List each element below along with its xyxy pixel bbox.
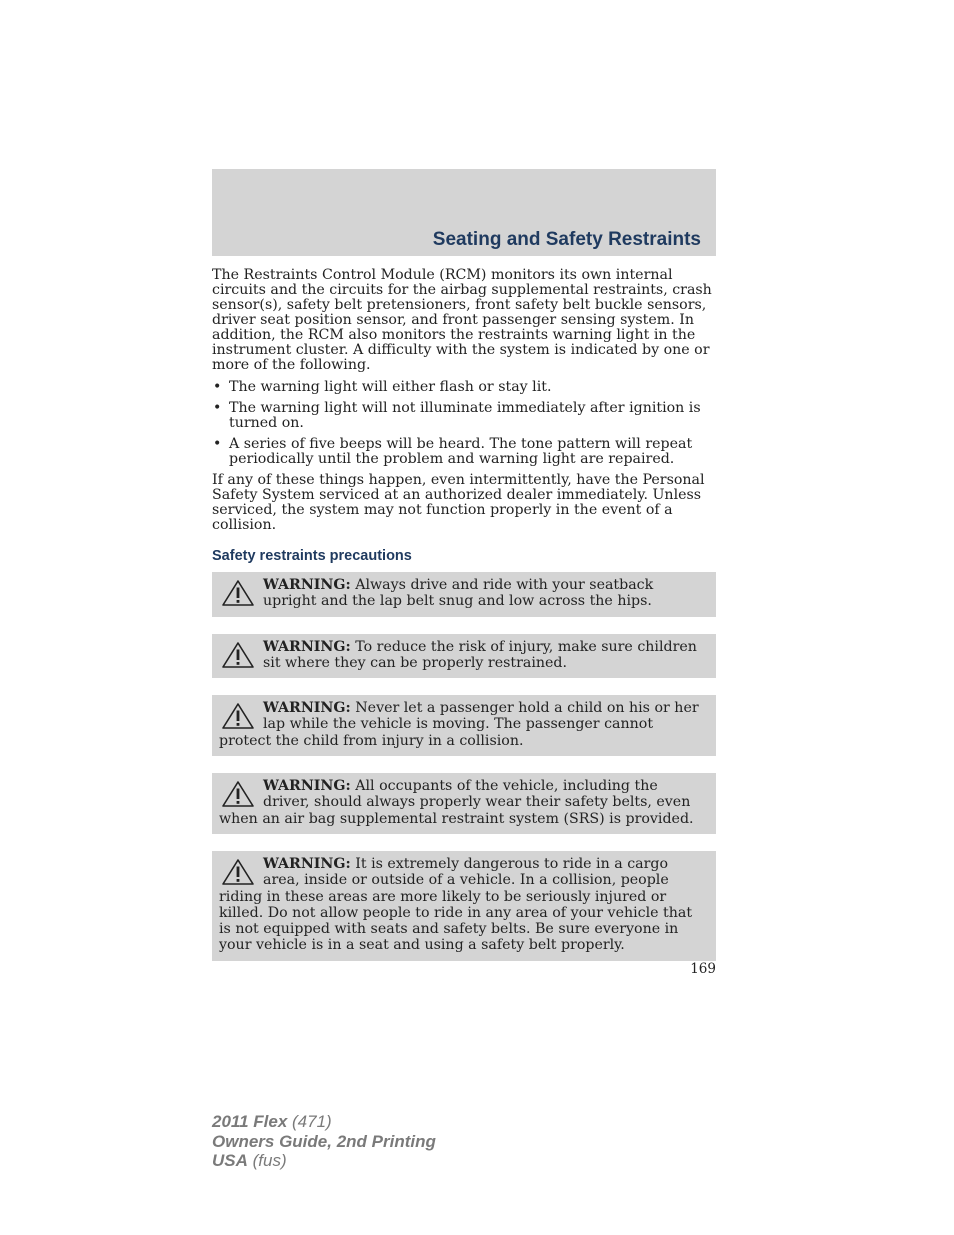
page-number: 169 [690,961,716,977]
warning-label: WARNING: [263,577,351,593]
bullet-text: A series of five beeps will be heard. The tone pattern will repeat periodically until the problem and warning light are repaired. [229,436,693,467]
warning-box [212,634,716,679]
footer-market: USA [212,1151,248,1170]
warning-label: WARNING: [263,855,351,872]
warning-text: To reduce the risk of injury, make sure children sit where they can be properly restrained. [263,638,697,671]
warning-triangle-icon [221,858,255,886]
bullet-symbol: • [213,379,222,395]
warning-box [212,773,716,834]
list-item [212,437,716,467]
warning-text: Never let a passenger hold a child on his or her lap while the vehicle is moving. The passenger cannot protect the child from injury in a collision. [219,700,699,749]
warning-triangle-icon [221,702,255,730]
warning-triangle-icon [221,641,255,669]
warning-box [212,572,716,617]
warning-box [212,695,716,756]
footer-guide-edition: Owners Guide, 2nd Printing [212,1131,436,1151]
warning-label: WARNING: [263,778,351,795]
footer-line-model [212,1112,436,1132]
bullet-symbol: • [213,400,222,416]
section-header-band [212,169,716,256]
document-footer [212,1112,436,1171]
footer-line-market [212,1151,436,1171]
warning-triangle-icon [221,780,255,808]
list-item [212,401,716,431]
bullet-list [212,380,716,467]
intro-paragraph: The Restraints Control Module (RCM) monitors its own internal circuits and the circuits for the airbag supplemental restraints, crash sensor(s), safety belt pretensioners, front safety belt buckle sensors, driver seat position sensor, and front passenger sensing system. In addition, the RCM also monitors the restraints warning light in the instrument cluster. A difficulty with the system is indicated by one or more of the following. [212,267,712,373]
warning-label: WARNING: [263,638,351,655]
warning-label: WARNING: [263,700,351,717]
footer-model-name: 2011 Flex [212,1112,288,1131]
bullet-text: The warning light will not illuminate immediately after ignition is turned on. [229,400,701,431]
warning-box [212,851,716,961]
subsection-heading: Safety restraints precautions [212,548,412,564]
bullet-symbol: • [213,436,222,452]
page-content [212,268,716,978]
warning-text: It is extremely dangerous to ride in a cargo area, inside or outside of a vehicle. In a collision, people riding in these areas are more likely to be seriously injured or killed. Do not allow people to ride in any area of your vehicle that is not equipped with seats and safety belts. Be sure everyone in your vehicle is in a seat and using a safety belt properly. [219,855,693,954]
list-item [212,380,716,395]
warning-triangle-icon [221,579,255,607]
warning-text: All occupants of the vehicle, including the driver, should always properly wear their safety belts, even when an air bag supplemental restraint system (SRS) is provided. [219,778,694,827]
warning-text: Always drive and ride with your seatback upright and the lap belt snug and low across the hips. [263,577,654,610]
bullet-text: The warning light will either flash or stay lit. [229,379,552,395]
section-title: Seating and Safety Restraints [432,229,701,250]
footer-model-code: (471) [287,1112,332,1131]
footer-market-code: (fus) [247,1151,287,1170]
closing-paragraph: If any of these things happen, even intermittently, have the Personal Safety System serviced at an authorized dealer immediately. Unless serviced, the system may not function properly in the event of a collision. [212,472,705,533]
